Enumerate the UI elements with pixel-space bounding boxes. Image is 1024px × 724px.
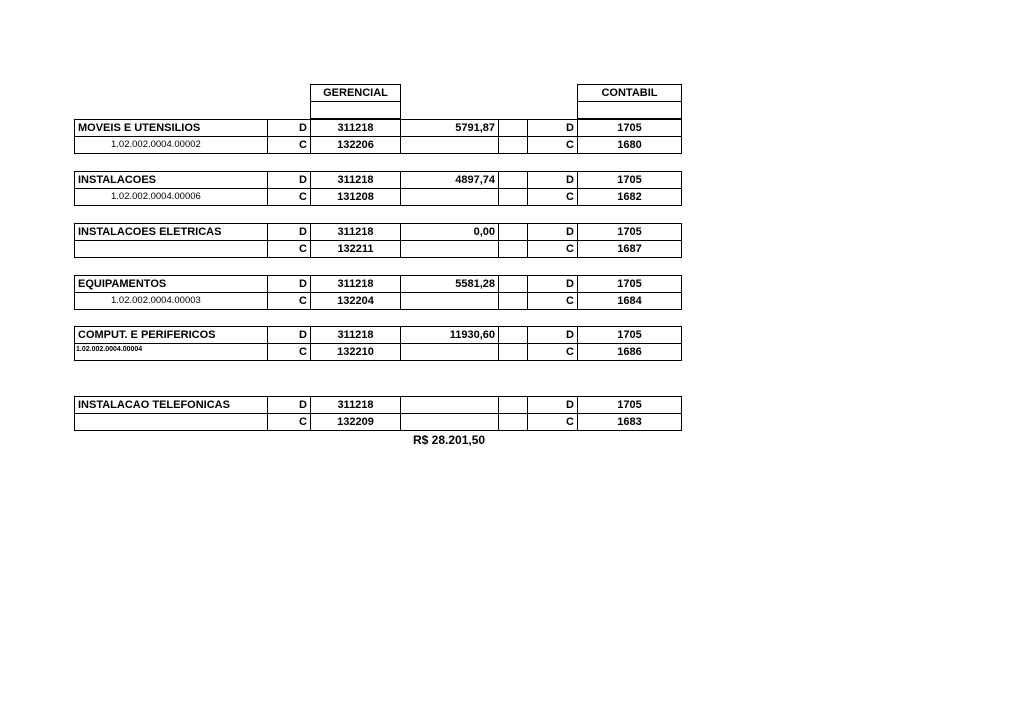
- group-name: EQUIPAMENTOS: [74, 275, 268, 293]
- credit-label: C: [267, 292, 311, 310]
- debit-label: D: [267, 326, 311, 344]
- header-gerencial: GERENCIAL: [310, 84, 401, 102]
- contabil-credit: 1686: [577, 343, 682, 361]
- group-value: 4897,74: [400, 171, 499, 189]
- contabil-credit: 1684: [577, 292, 682, 310]
- grand-total: R$ 28.201,50: [413, 433, 486, 447]
- group-value: 0,00: [400, 223, 499, 241]
- account-code: 1.02.002.0004.00003: [111, 295, 201, 306]
- gerencial-debit: 311218: [310, 119, 401, 137]
- debit-label: D: [527, 171, 578, 189]
- gerencial-debit: 311218: [310, 326, 401, 344]
- credit-label: C: [527, 343, 578, 361]
- group-value-blank: [400, 292, 499, 310]
- gerencial-credit: 132209: [310, 413, 401, 431]
- gerencial-credit: 131208: [310, 188, 401, 206]
- group-name: INSTALACOES: [74, 171, 268, 189]
- gerencial-credit: 132204: [310, 292, 401, 310]
- spacer-cell: [498, 292, 528, 310]
- debit-label: D: [527, 119, 578, 137]
- contabil-debit: 1705: [577, 396, 682, 414]
- credit-label: C: [527, 240, 578, 258]
- group-value: 5581,28: [400, 275, 499, 293]
- spacer-cell: [498, 240, 528, 258]
- group-value-blank: [400, 188, 499, 206]
- group-value: 5791,87: [400, 119, 499, 137]
- spacer-cell: [498, 326, 528, 344]
- spacer-cell: [498, 188, 528, 206]
- credit-label: C: [267, 136, 311, 154]
- header-contabil-blank: [577, 101, 682, 119]
- group-value-blank: [400, 136, 499, 154]
- group-name: INSTALACAO TELEFONICAS: [74, 396, 268, 414]
- group-name-blank: [74, 413, 268, 431]
- spacer-cell: [498, 275, 528, 293]
- credit-label: C: [527, 136, 578, 154]
- spacer-cell: [498, 136, 528, 154]
- spacer-cell: [498, 119, 528, 137]
- debit-label: D: [267, 275, 311, 293]
- credit-label: C: [527, 292, 578, 310]
- account-code: 1.02.002.0004.00002: [111, 139, 201, 150]
- spacer-cell: [498, 223, 528, 241]
- contabil-debit: 1705: [577, 223, 682, 241]
- debit-label: D: [267, 223, 311, 241]
- debit-label: D: [267, 119, 311, 137]
- gerencial-debit: 311218: [310, 171, 401, 189]
- group-name: COMPUT. E PERIFERICOS: [74, 326, 268, 344]
- header-gerencial-blank: [310, 101, 401, 119]
- spacer-cell: [498, 171, 528, 189]
- contabil-credit: 1687: [577, 240, 682, 258]
- spacer-cell: [498, 396, 528, 414]
- group-value-blank: [400, 240, 499, 258]
- contabil-debit: 1705: [577, 171, 682, 189]
- gerencial-debit: 311218: [310, 223, 401, 241]
- debit-label: D: [267, 171, 311, 189]
- contabil-debit: 1705: [577, 275, 682, 293]
- header-contabil: CONTABIL: [577, 84, 682, 102]
- group-value: [400, 396, 499, 414]
- contabil-credit: 1680: [577, 136, 682, 154]
- spacer-cell: [498, 343, 528, 361]
- account-code: 1.02.002.0004.00004: [76, 346, 143, 353]
- account-code: 1.02.002.0004.00006: [111, 191, 201, 202]
- gerencial-debit: 311218: [310, 396, 401, 414]
- group-name: INSTALACOES ELETRICAS: [74, 223, 268, 241]
- credit-label: C: [267, 240, 311, 258]
- contabil-debit: 1705: [577, 119, 682, 137]
- debit-label: D: [527, 326, 578, 344]
- debit-label: D: [527, 396, 578, 414]
- contabil-credit: 1682: [577, 188, 682, 206]
- credit-label: C: [267, 413, 311, 431]
- spacer-cell: [498, 413, 528, 431]
- credit-label: C: [267, 188, 311, 206]
- gerencial-credit: 132206: [310, 136, 401, 154]
- group-value-blank: [400, 413, 499, 431]
- credit-label: C: [267, 343, 311, 361]
- debit-label: D: [267, 396, 311, 414]
- group-name-blank: [74, 240, 268, 258]
- gerencial-credit: 132210: [310, 343, 401, 361]
- debit-label: D: [527, 275, 578, 293]
- credit-label: C: [527, 188, 578, 206]
- group-value: 11930,60: [400, 326, 499, 344]
- contabil-credit: 1683: [577, 413, 682, 431]
- group-name: MOVEIS E UTENSILIOS: [74, 119, 268, 137]
- contabil-debit: 1705: [577, 326, 682, 344]
- gerencial-credit: 132211: [310, 240, 401, 258]
- credit-label: C: [527, 413, 578, 431]
- debit-label: D: [527, 223, 578, 241]
- gerencial-debit: 311218: [310, 275, 401, 293]
- group-value-blank: [400, 343, 499, 361]
